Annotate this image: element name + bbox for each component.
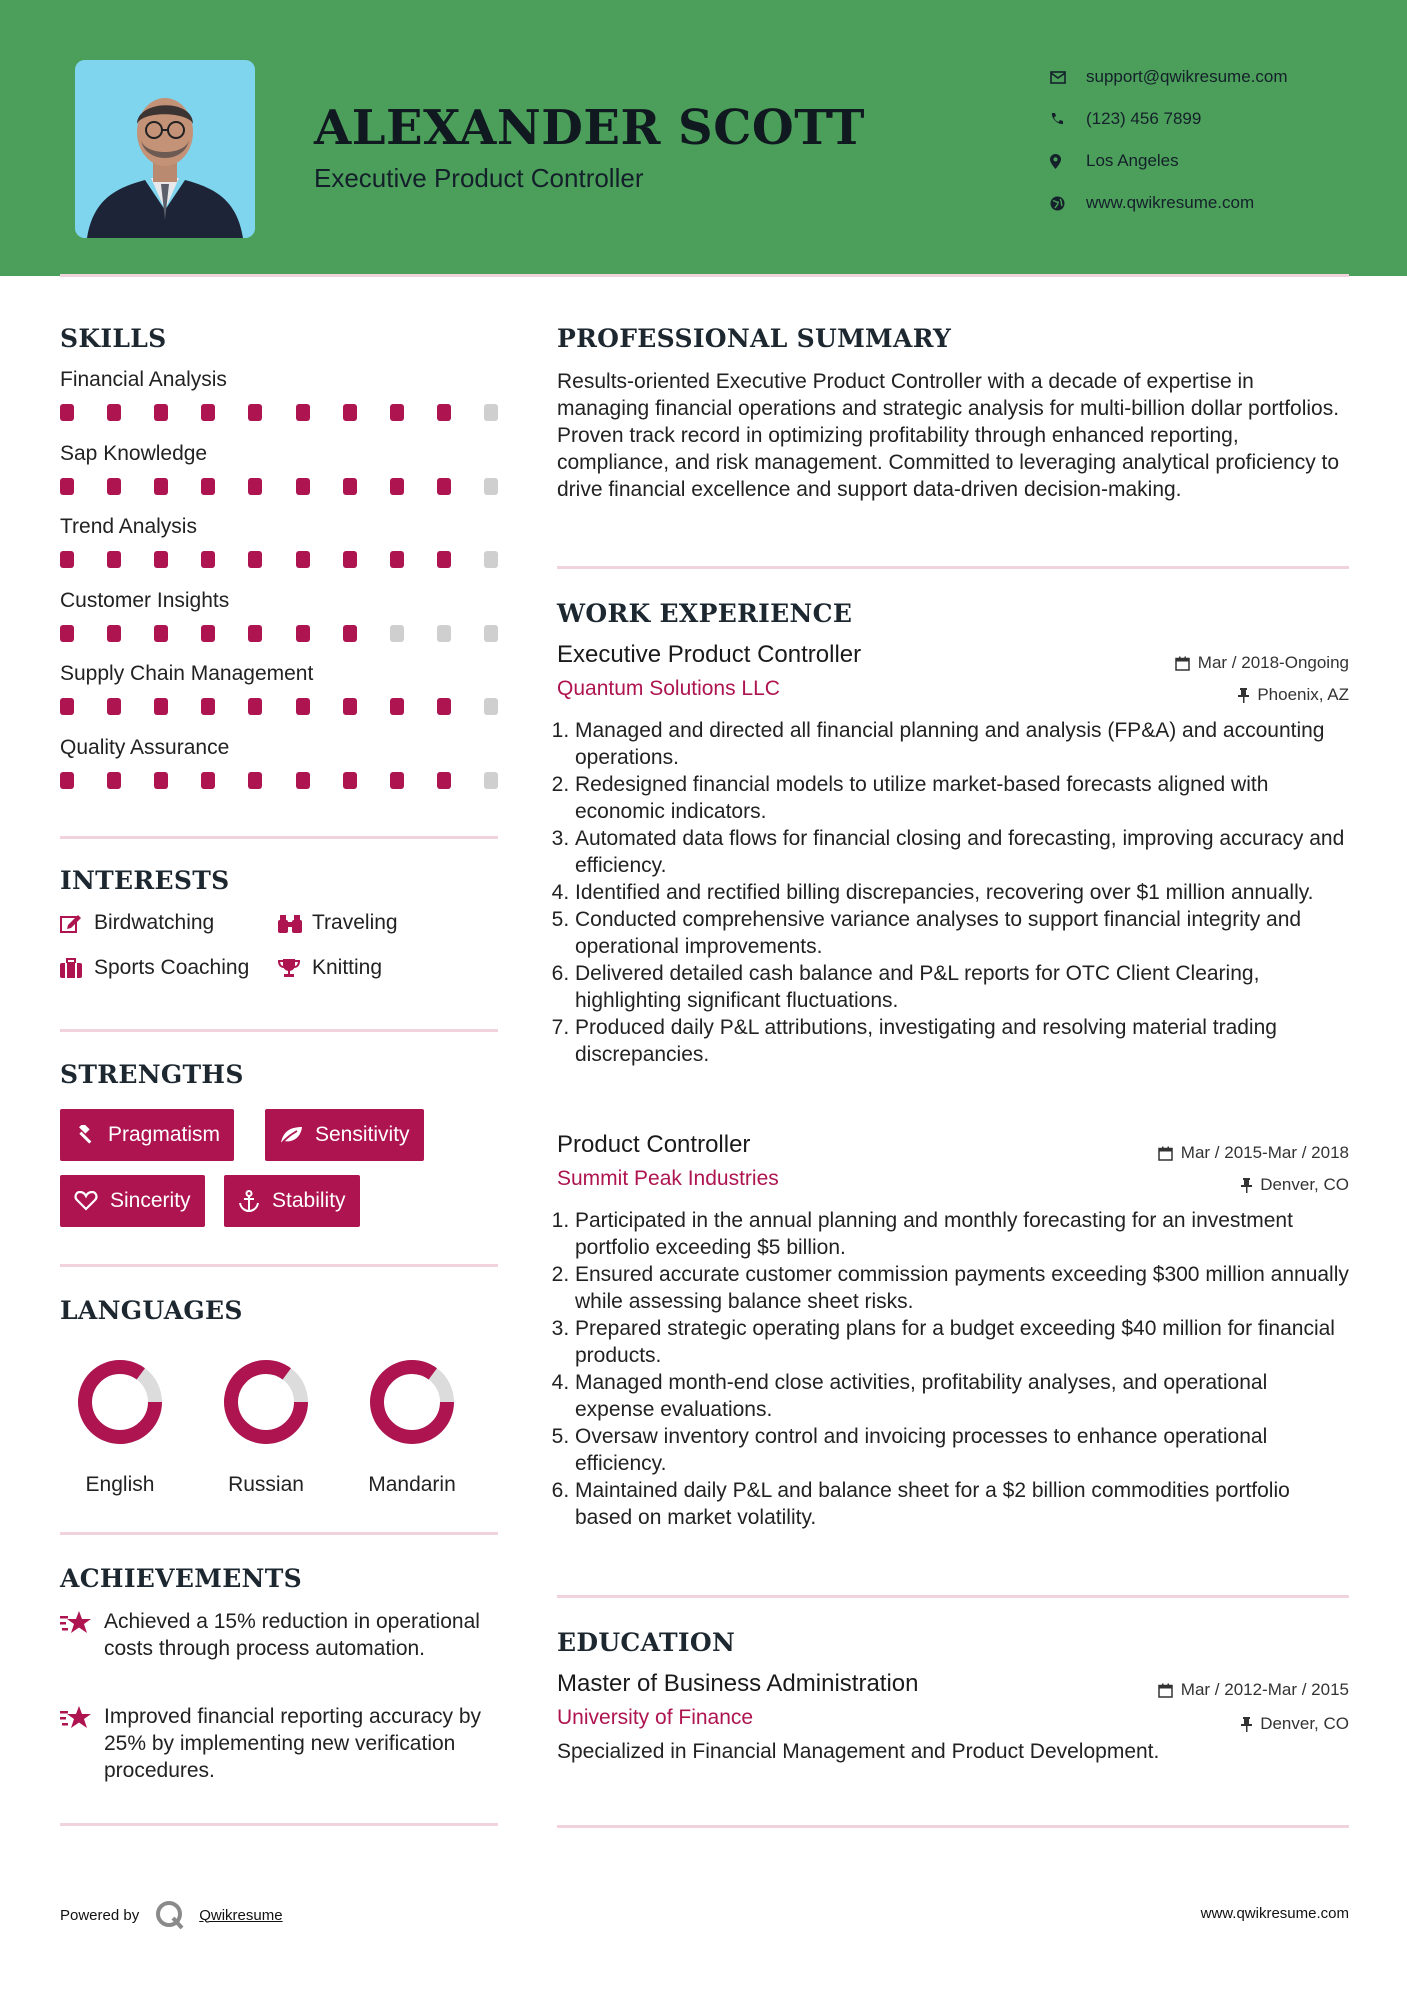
rating-dot [484,772,498,789]
company-name: Quantum Solutions LLC [557,677,780,700]
globe-icon [1050,196,1086,211]
skill-item [60,662,500,715]
education-heading: EDUCATION [557,1628,736,1657]
rating-dot [107,772,121,789]
interest-item [278,956,382,980]
experience-heading: WORK EXPERIENCE [557,599,853,628]
strength-label: Stability [272,1189,346,1212]
phone-text: (123) 456 7899 [1086,109,1202,128]
interest-item [60,956,249,980]
strength-tag [265,1109,424,1161]
star-icon [60,1608,104,1662]
achievements-heading: ACHIEVEMENTS [60,1564,302,1593]
rating-dot [296,772,310,789]
envelope-icon [1050,71,1086,84]
rating-dot [60,625,74,642]
skill-label: Financial Analysis [60,368,227,391]
summary-heading: PROFESSIONAL SUMMARY [557,324,952,353]
job-bullet: 6. Maintained daily P&L and balance sheet for a $2 billion commodities portfolio based on market volatility. [575,1477,1349,1531]
location-text: Los Angeles [1086,151,1179,170]
rating-dot [60,698,74,715]
rating-dot [154,404,168,421]
rating-dot [437,478,451,495]
education-dates [1158,1680,1349,1700]
strength-tag [60,1109,234,1161]
languages-heading: LANGUAGES [60,1296,243,1325]
job-dates-text: Mar / 2015-Mar / 2018 [1180,1143,1349,1162]
rating-dot [248,478,262,495]
skill-rating [60,404,498,421]
pushpin-icon [1241,1717,1252,1732]
calendar-icon [1158,1146,1173,1161]
interest-item [60,911,214,935]
skill-rating [60,551,498,568]
rating-dot [248,698,262,715]
interest-label: Traveling [312,911,398,934]
languages-divider [60,1532,498,1535]
rating-dot [201,698,215,715]
skill-label: Sap Knowledge [60,441,208,465]
skill-label: Supply Chain Management [60,662,314,685]
skills-heading: SKILLS [60,324,167,353]
skill-rating [60,478,498,495]
job-bullet: 2. Redesigned financial models to utilize market-based forecasts aligned with economic indicators. [575,771,1349,825]
job-dates [1158,1143,1349,1163]
skill-label: Trend Analysis [60,515,197,538]
map-pin-icon [1050,154,1086,169]
rating-dot [296,478,310,495]
calendar-icon [1175,656,1190,671]
rating-dot [107,478,121,495]
rating-dot [484,551,498,568]
job-bullet: 4. Managed month-end close activities, profitability analyses, and operational expense evaluations. [575,1369,1349,1423]
rating-dot [60,551,74,568]
job-bullet: 6. Delivered detailed cash balance and P&L reports for OTC Client Clearing, highlighting significant fluctuations. [575,960,1349,1014]
rating-dot [390,625,404,642]
rating-dot [484,404,498,421]
rating-dot [343,478,357,495]
skill-rating [60,698,498,715]
degree-title: Master of Business Administration [557,1670,919,1697]
education-description: Specialized in Financial Management and Product Development. [557,1740,1160,1763]
job-bullet: 3. Automated data flows for financial closing and forecasting, improving accuracy and efficiency. [575,825,1349,879]
skill-item [60,368,500,421]
strength-tag [60,1175,205,1227]
powered-by-text: Powered by [60,1906,140,1924]
job-location-text: Phoenix, AZ [1257,685,1349,704]
rating-dot [201,404,215,421]
language-donut [218,1354,314,1450]
header-banner [0,0,1407,276]
job-location [1241,1175,1349,1195]
education-dates-text: Mar / 2012-Mar / 2015 [1180,1680,1349,1699]
skill-item [60,442,500,495]
interests-heading: INTERESTS [60,866,230,895]
interest-item [278,911,398,935]
achievements-divider [60,1823,498,1826]
strengths-divider [60,1264,498,1267]
language-item [196,1354,336,1497]
language-label: Russian [228,1473,304,1496]
rating-dot [154,698,168,715]
rating-dot [437,698,451,715]
rating-dot [107,404,121,421]
achievement-text: Improved financial reporting accuracy by 25% by implementing new verification procedures. [104,1705,482,1782]
interest-label: Sports Coaching [94,956,250,979]
rating-dot [248,625,262,642]
rating-dot [343,772,357,789]
star-icon [60,1703,104,1784]
job-location [1238,685,1349,705]
interest-label: Knitting [312,956,383,979]
footer-website[interactable]: www.qwikresume.com [1200,1905,1349,1922]
job-location-text: Denver, CO [1260,1175,1349,1194]
job-entry [557,1131,1349,1551]
strength-tag [224,1175,360,1227]
binoculars-icon [278,913,312,933]
rating-dot [107,698,121,715]
rating-dot [296,551,310,568]
job-bullets [557,1207,1349,1531]
rating-dot [390,551,404,568]
trophy-icon [278,958,312,978]
language-item [342,1354,482,1497]
language-item [50,1354,190,1497]
job-title: Executive Product Controller [557,641,862,668]
interests-divider [60,1029,498,1032]
rating-dot [296,698,310,715]
rating-dot [248,551,262,568]
contact-location [1050,140,1370,182]
language-label: English [85,1473,155,1496]
job-dates-text: Mar / 2018-Ongoing [1197,653,1349,672]
rating-dot [60,772,74,789]
skill-rating [60,772,498,789]
rating-dot [60,404,74,421]
job-bullet: 1. Managed and directed all financial planning and analysis (FP&A) and accounting operations. [575,717,1349,771]
email-text[interactable]: support@qwikresume.com [1086,67,1288,86]
strength-label: Sensitivity [315,1123,410,1146]
skill-rating [60,625,498,642]
rating-dot [343,551,357,568]
rating-dot [201,551,215,568]
rating-dot [484,625,498,642]
rating-dot [154,625,168,642]
rating-dot [437,772,451,789]
rating-dot [154,772,168,789]
job-bullet: 5. Oversaw inventory control and invoicing processes to enhance operational efficiency. [575,1423,1349,1477]
experience-divider [557,1595,1349,1598]
calendar-icon [1158,1683,1173,1698]
phone-icon [1050,112,1086,126]
gavel-icon [74,1125,96,1145]
rating-dot [201,772,215,789]
contact-list [1050,56,1370,224]
skill-item [60,589,500,642]
job-bullet: 7. Produced daily P&L attributions, investigating and resolving material trading discrepancies. [575,1014,1349,1068]
rating-dot [390,404,404,421]
achievement-item [60,1608,500,1662]
school-name: University of Finance [557,1706,754,1729]
summary-divider [557,566,1349,569]
rating-dot [437,625,451,642]
strength-label: Sincerity [110,1189,191,1212]
language-donut [364,1354,460,1450]
skill-label: Quality Assurance [60,735,230,759]
education-location [1241,1714,1349,1734]
skill-item [60,515,500,568]
qwikresume-logo-icon [155,1900,185,1930]
job-bullet: 2. Ensured accurate customer commission payments exceeding $300 million annually while assessing balance sheet risks. [575,1261,1349,1315]
rating-dot [154,478,168,495]
qwikresume-link[interactable]: Qwikresume [199,1906,283,1924]
rating-dot [343,625,357,642]
anchor-icon [238,1190,260,1212]
skill-label: Customer Insights [60,588,230,612]
job-dates [1175,653,1349,673]
strengths-heading: STRENGTHS [60,1060,244,1089]
profile-photo [75,60,255,238]
edit-icon [60,913,94,933]
rating-dot [154,551,168,568]
rating-dot [437,404,451,421]
education-divider [557,1825,1349,1828]
briefcase-icon [60,958,94,978]
rating-dot [484,478,498,495]
rating-dot [201,625,215,642]
rating-dot [296,404,310,421]
rating-dot [296,625,310,642]
rating-dot [390,698,404,715]
rating-dot [201,478,215,495]
job-bullet: 5. Conducted comprehensive variance analyses to support financial integrity and operational improvements. [575,906,1349,960]
rating-dot [60,478,74,495]
rating-dot [390,478,404,495]
job-entry [557,641,1349,1111]
strength-label: Pragmatism [108,1123,221,1146]
rating-dot [343,698,357,715]
rating-dot [107,625,121,642]
leaf-icon [279,1125,303,1145]
job-title: Product Controller [557,1131,751,1158]
contact-website [1050,182,1370,224]
rating-dot [484,698,498,715]
company-name: Summit Peak Industries [557,1167,779,1190]
rating-dot [343,404,357,421]
rating-dot [390,772,404,789]
language-donut [72,1354,168,1450]
summary-text: Results-oriented Executive Product Controller with a decade of expertise in managing financial operations and strategic analysis for multi-billion dollar portfolios. Proven track record in optimizing profitability through enhanced reporting, compliance, and risk management. Committed to leveraging analytical proficiency to drive financial excellence and support data-driven decision-making. [557,370,1340,501]
heart-icon [74,1191,98,1211]
job-bullets [557,717,1349,1068]
rating-dot [248,772,262,789]
contact-phone [1050,98,1370,140]
language-label: Mandarin [368,1473,456,1496]
pushpin-icon [1241,1178,1252,1193]
achievement-item [60,1703,500,1784]
rating-dot [107,551,121,568]
rating-dot [248,404,262,421]
education-entry [557,1670,1349,1780]
job-bullet: 1. Participated in the annual planning and monthly forecasting for an investment portfolio exceeding $5 billion. [575,1207,1349,1261]
skills-divider [60,836,498,839]
job-bullet: 3. Prepared strategic operating plans for a budget exceeding $40 million for financial products. [575,1315,1349,1369]
contact-email [1050,56,1370,98]
interest-label: Birdwatching [94,911,215,934]
skill-item [60,736,500,789]
candidate-name: ALEXANDER SCOTT [314,100,865,156]
education-location-text: Denver, CO [1260,1714,1349,1733]
rating-dot [437,551,451,568]
job-bullet: 4. Identified and rectified billing discrepancies, recovering over $1 million annually. [575,879,1349,906]
candidate-title: Executive Product Controller [314,163,644,193]
website-text[interactable]: www.qwikresume.com [1086,193,1255,212]
footer-branding [60,1900,283,1930]
header-divider [60,274,1349,277]
achievement-text: Achieved a 15% reduction in operational costs through process automation. [104,1610,480,1660]
pushpin-icon [1238,688,1249,703]
